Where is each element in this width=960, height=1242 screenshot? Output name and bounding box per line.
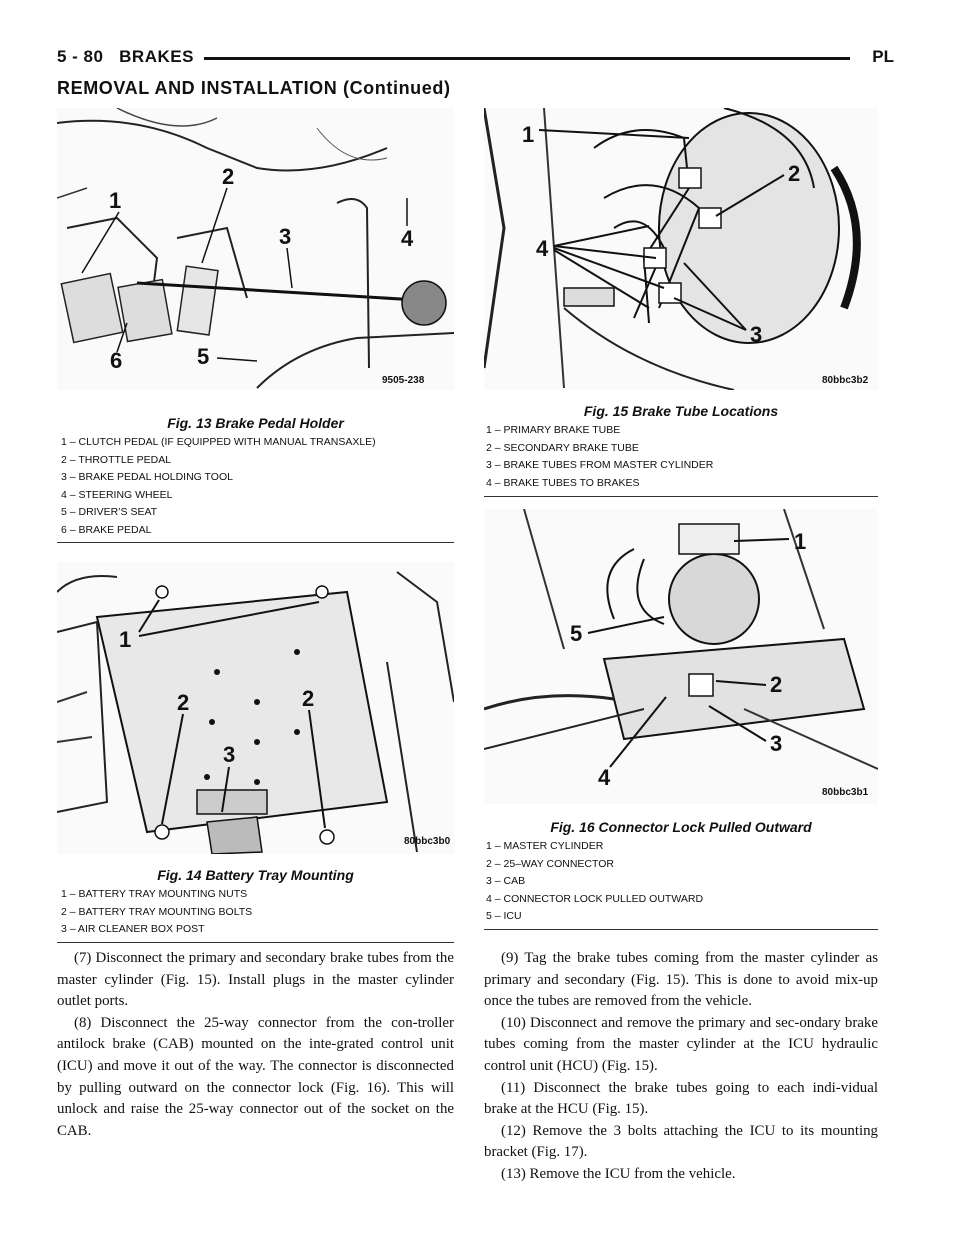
- legend-item: 1 – BATTERY TRAY MOUNTING NUTS: [61, 888, 248, 900]
- fig14-callout-2b: 2: [302, 686, 315, 711]
- fig13-legend: [61, 434, 376, 540]
- legend-item: 3 – BRAKE PEDAL HOLDING TOOL: [61, 471, 233, 484]
- fig15-rule: [484, 496, 878, 497]
- legend-item: 4 – STEERING WHEEL: [61, 488, 173, 501]
- model-code: PL: [872, 47, 894, 66]
- fig15-illustration: [484, 108, 878, 390]
- body-text-right: [484, 948, 878, 1186]
- chapter-name: BRAKES: [119, 47, 194, 66]
- paragraph: (9) Tag the brake tubes coming from the master cylinder as primary and secondary (Fig. 15). This is done to avoid mix-up once the tubes are removed from the vehicle.: [484, 950, 878, 1010]
- header-rule: [204, 57, 850, 60]
- fig16-callout-1: 1: [794, 529, 807, 554]
- paragraph: (7) Disconnect the primary and secondary brake tubes from the master cylinder (Fig. 15). Install plugs in the master cylinder outlet ports.: [57, 950, 454, 1010]
- running-header: [57, 47, 194, 67]
- fig14-legend: [61, 886, 252, 939]
- fig16-illustration: [484, 509, 878, 804]
- fig13-caption: Fig. 13 Brake Pedal Holder: [167, 415, 344, 431]
- legend-item: 5 – DRIVER’S SEAT: [61, 506, 158, 519]
- fig15-callout-3: 3: [750, 322, 763, 347]
- fig15-callout-1: 1: [522, 122, 535, 147]
- legend-item: 6 – BRAKE PEDAL: [61, 523, 152, 536]
- legend-item: 5 – ICU: [486, 910, 522, 923]
- fig14-callout-1: 1: [119, 627, 132, 652]
- fig14-rule: [57, 942, 454, 943]
- fig16-legend: [486, 838, 703, 926]
- body-text-left: [57, 948, 454, 1142]
- legend-item: 3 – BRAKE TUBES FROM MASTER CYLINDER: [486, 459, 714, 472]
- fig16-caption: Fig. 16 Connector Lock Pulled Outward: [550, 819, 812, 835]
- paragraph: (10) Disconnect and remove the primary and sec-ondary brake tubes coming from the master cylinder at the ICU hydraulic control unit (HCU) (Fig. 15).: [484, 1014, 878, 1074]
- fig16-callout-4: 4: [598, 765, 611, 790]
- fig13-illustration: [57, 108, 454, 390]
- legend-item: 2 – THROTTLE PEDAL: [61, 453, 172, 466]
- legend-item: 2 – 25–WAY CONNECTOR: [486, 857, 614, 870]
- fig13-callout-2: 2: [222, 164, 235, 189]
- page-number: 5 - 80: [57, 47, 104, 66]
- fig16-callout-2: 2: [770, 672, 783, 697]
- paragraph: (8) Disconnect the 25-way connector from the con-troller antilock brake (CAB) mounted on the inte-grated control unit (ICU) and move it out of the way. The connector is disconnected by pulling outward on the connector lock (Fig. 16). This will unlock and raise the 25-way connector out of the socket on the CAB.: [57, 1014, 454, 1139]
- paragraph: (13) Remove the ICU from the vehicle.: [501, 1165, 736, 1182]
- fig13-callout-5: 5: [197, 344, 210, 369]
- fig14-callout-2a: 2: [177, 690, 190, 715]
- fig15-caption: Fig. 15 Brake Tube Locations: [583, 403, 779, 419]
- fig16-image-code: 80bbc3b1: [822, 787, 869, 798]
- fig16-rule: [484, 929, 878, 930]
- legend-item: 3 – CAB: [486, 875, 526, 888]
- fig15-callout-4: 4: [536, 236, 549, 261]
- legend-item: 4 – CONNECTOR LOCK PULLED OUTWARD: [486, 892, 704, 905]
- legend-item: 4 – BRAKE TUBES TO BRAKES: [486, 476, 640, 489]
- fig14-illustration: [57, 562, 454, 854]
- fig13-rule: [57, 542, 454, 543]
- fig15-callout-2: 2: [788, 161, 801, 186]
- fig13-image-code: 9505-238: [382, 375, 425, 386]
- section-title: REMOVAL AND INSTALLATION (Continued): [57, 78, 451, 98]
- legend-item: 3 – AIR CLEANER BOX POST: [61, 923, 205, 936]
- fig13-callout-6: 6: [110, 348, 123, 373]
- fig15-image-code: 80bbc3b2: [822, 375, 869, 386]
- legend-item: 2 – SECONDARY BRAKE TUBE: [486, 441, 639, 454]
- paragraph: (11) Disconnect the brake tubes going to each indi-vidual brake at the HCU (Fig. 15).: [484, 1079, 878, 1118]
- legend-item: 1 – MASTER CYLINDER: [486, 840, 604, 852]
- fig13-callout-4: 4: [401, 226, 414, 251]
- fig15-legend: [486, 422, 713, 492]
- legend-item: 1 – CLUTCH PEDAL (IF EQUIPPED WITH MANUAL TRANSAXLE): [61, 436, 376, 448]
- fig13-callout-3: 3: [279, 224, 292, 249]
- fig14-caption: Fig. 14 Battery Tray Mounting: [157, 867, 354, 883]
- fig13-callout-1: 1: [109, 188, 122, 213]
- fig14-image-code: 80bbc3b0: [404, 836, 451, 847]
- fig14-callout-3: 3: [223, 742, 236, 767]
- paragraph: (12) Remove the 3 bolts attaching the ICU to its mounting bracket (Fig. 17).: [484, 1122, 878, 1161]
- legend-item: 2 – BATTERY TRAY MOUNTING BOLTS: [61, 905, 253, 918]
- fig16-callout-3: 3: [770, 731, 783, 756]
- legend-item: 1 – PRIMARY BRAKE TUBE: [486, 424, 621, 436]
- fig16-callout-5: 5: [570, 621, 583, 646]
